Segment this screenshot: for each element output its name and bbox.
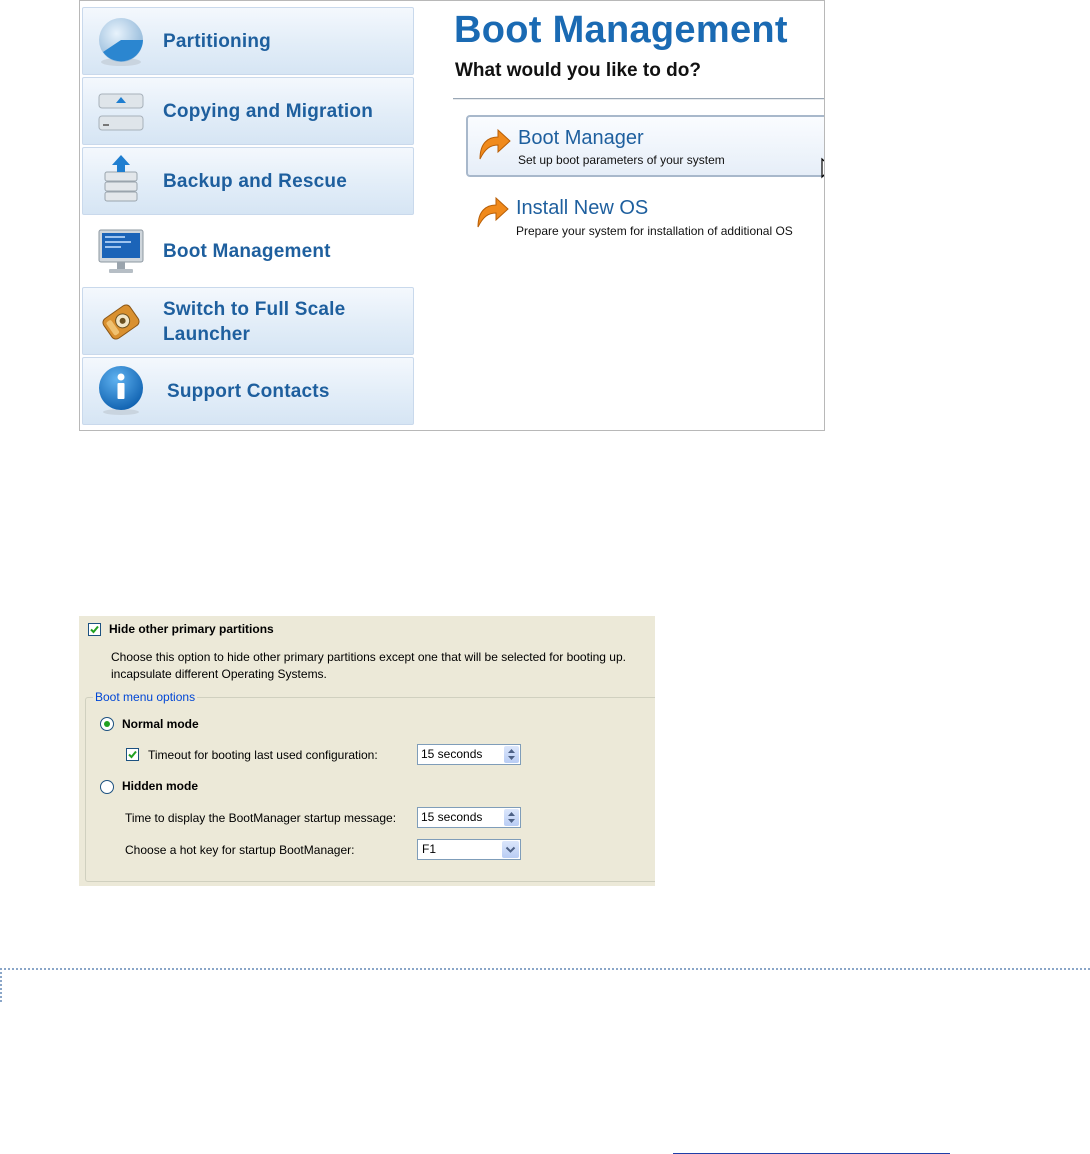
display-time-spin-buttons[interactable]	[504, 809, 519, 826]
sidebar-item-label-line2: Launcher	[163, 324, 251, 345]
sidebar-item-backup-rescue[interactable]	[82, 147, 414, 215]
spin-arrows-icon	[504, 809, 519, 826]
switch-launcher-icon	[95, 296, 147, 348]
hide-partitions-description: Choose this option to hide other primary partitions except one that will be selected for booting up.	[111, 650, 626, 664]
boot-manager-settings-panel	[79, 616, 655, 886]
display-time-value: 15 seconds	[421, 810, 483, 824]
normal-mode-label: Normal mode	[122, 717, 199, 731]
mouse-cursor-icon	[820, 157, 825, 183]
action-desc: Prepare your system for installation of additional OS	[516, 224, 793, 238]
checkmark-icon	[90, 625, 99, 634]
sidebar	[82, 7, 416, 427]
timeout-label: Timeout for booting last used configuration:	[148, 748, 378, 762]
hot-key-label: Choose a hot key for startup BootManager:	[125, 843, 355, 857]
info-icon	[95, 364, 147, 416]
boot-manager-button[interactable]	[466, 115, 825, 177]
sidebar-item-label: Copying and Migration	[163, 101, 374, 122]
orange-arrow-icon	[474, 195, 510, 231]
hide-partitions-description-line2: incapsulate different Operating Systems.	[111, 667, 327, 681]
note-box-border	[0, 968, 1090, 970]
timeout-value: 15 seconds	[421, 747, 483, 761]
sidebar-item-label: Switch to Full Scale	[163, 299, 346, 320]
normal-mode-radio[interactable]	[100, 717, 114, 731]
boot-menu-options-label: Boot menu options	[95, 690, 196, 704]
chevron-down-icon	[502, 841, 519, 858]
sidebar-item-label: Support Contacts	[167, 381, 330, 402]
sidebar-item-label: Partitioning	[163, 31, 271, 52]
hot-key-dropdown-button[interactable]	[502, 841, 519, 858]
page-subtitle: What would you like to do?	[455, 60, 701, 81]
sidebar-item-support-contacts[interactable]	[82, 357, 414, 425]
timeout-spinner[interactable]	[417, 744, 521, 765]
sidebar-item-boot-management[interactable]	[82, 217, 414, 285]
hidden-mode-label: Hidden mode	[122, 779, 199, 793]
hot-key-select[interactable]	[417, 839, 521, 860]
hide-partitions-label: Hide other primary partitions	[109, 622, 274, 636]
display-time-label: Time to display the BootManager startup message:	[125, 811, 397, 825]
sidebar-item-copying-migration[interactable]	[82, 77, 414, 145]
action-desc: Set up boot parameters of your system	[518, 153, 725, 167]
sidebar-item-switch-launcher[interactable]	[82, 287, 414, 355]
launcher-window	[79, 0, 825, 431]
backup-rescue-icon	[95, 154, 147, 206]
action-title: Boot Manager	[518, 127, 644, 149]
hot-key-value: F1	[422, 842, 437, 856]
timeout-checkbox[interactable]	[126, 748, 139, 761]
sidebar-item-label: Boot Management	[163, 241, 331, 262]
page-title: Boot Management	[454, 9, 788, 51]
title-divider	[453, 98, 825, 99]
install-new-os-button[interactable]	[466, 187, 825, 249]
hide-partitions-checkbox[interactable]	[88, 623, 101, 636]
main-panel	[420, 1, 824, 430]
action-title: Install New OS	[516, 197, 649, 219]
orange-arrow-icon	[476, 127, 512, 163]
checkmark-icon	[128, 750, 137, 759]
boot-monitor-icon	[95, 226, 147, 278]
spin-arrows-icon	[504, 746, 519, 763]
note-box-border-left	[0, 968, 2, 1002]
hidden-mode-radio[interactable]	[100, 780, 114, 794]
sidebar-item-label: Backup and Rescue	[163, 171, 347, 192]
hyperlink[interactable]	[673, 1135, 950, 1154]
copy-migration-icon	[95, 86, 147, 138]
sidebar-item-partitioning[interactable]	[82, 7, 414, 75]
timeout-spin-buttons[interactable]	[504, 746, 519, 763]
display-time-spinner[interactable]	[417, 807, 521, 828]
partitioning-disk-icon	[95, 16, 147, 68]
